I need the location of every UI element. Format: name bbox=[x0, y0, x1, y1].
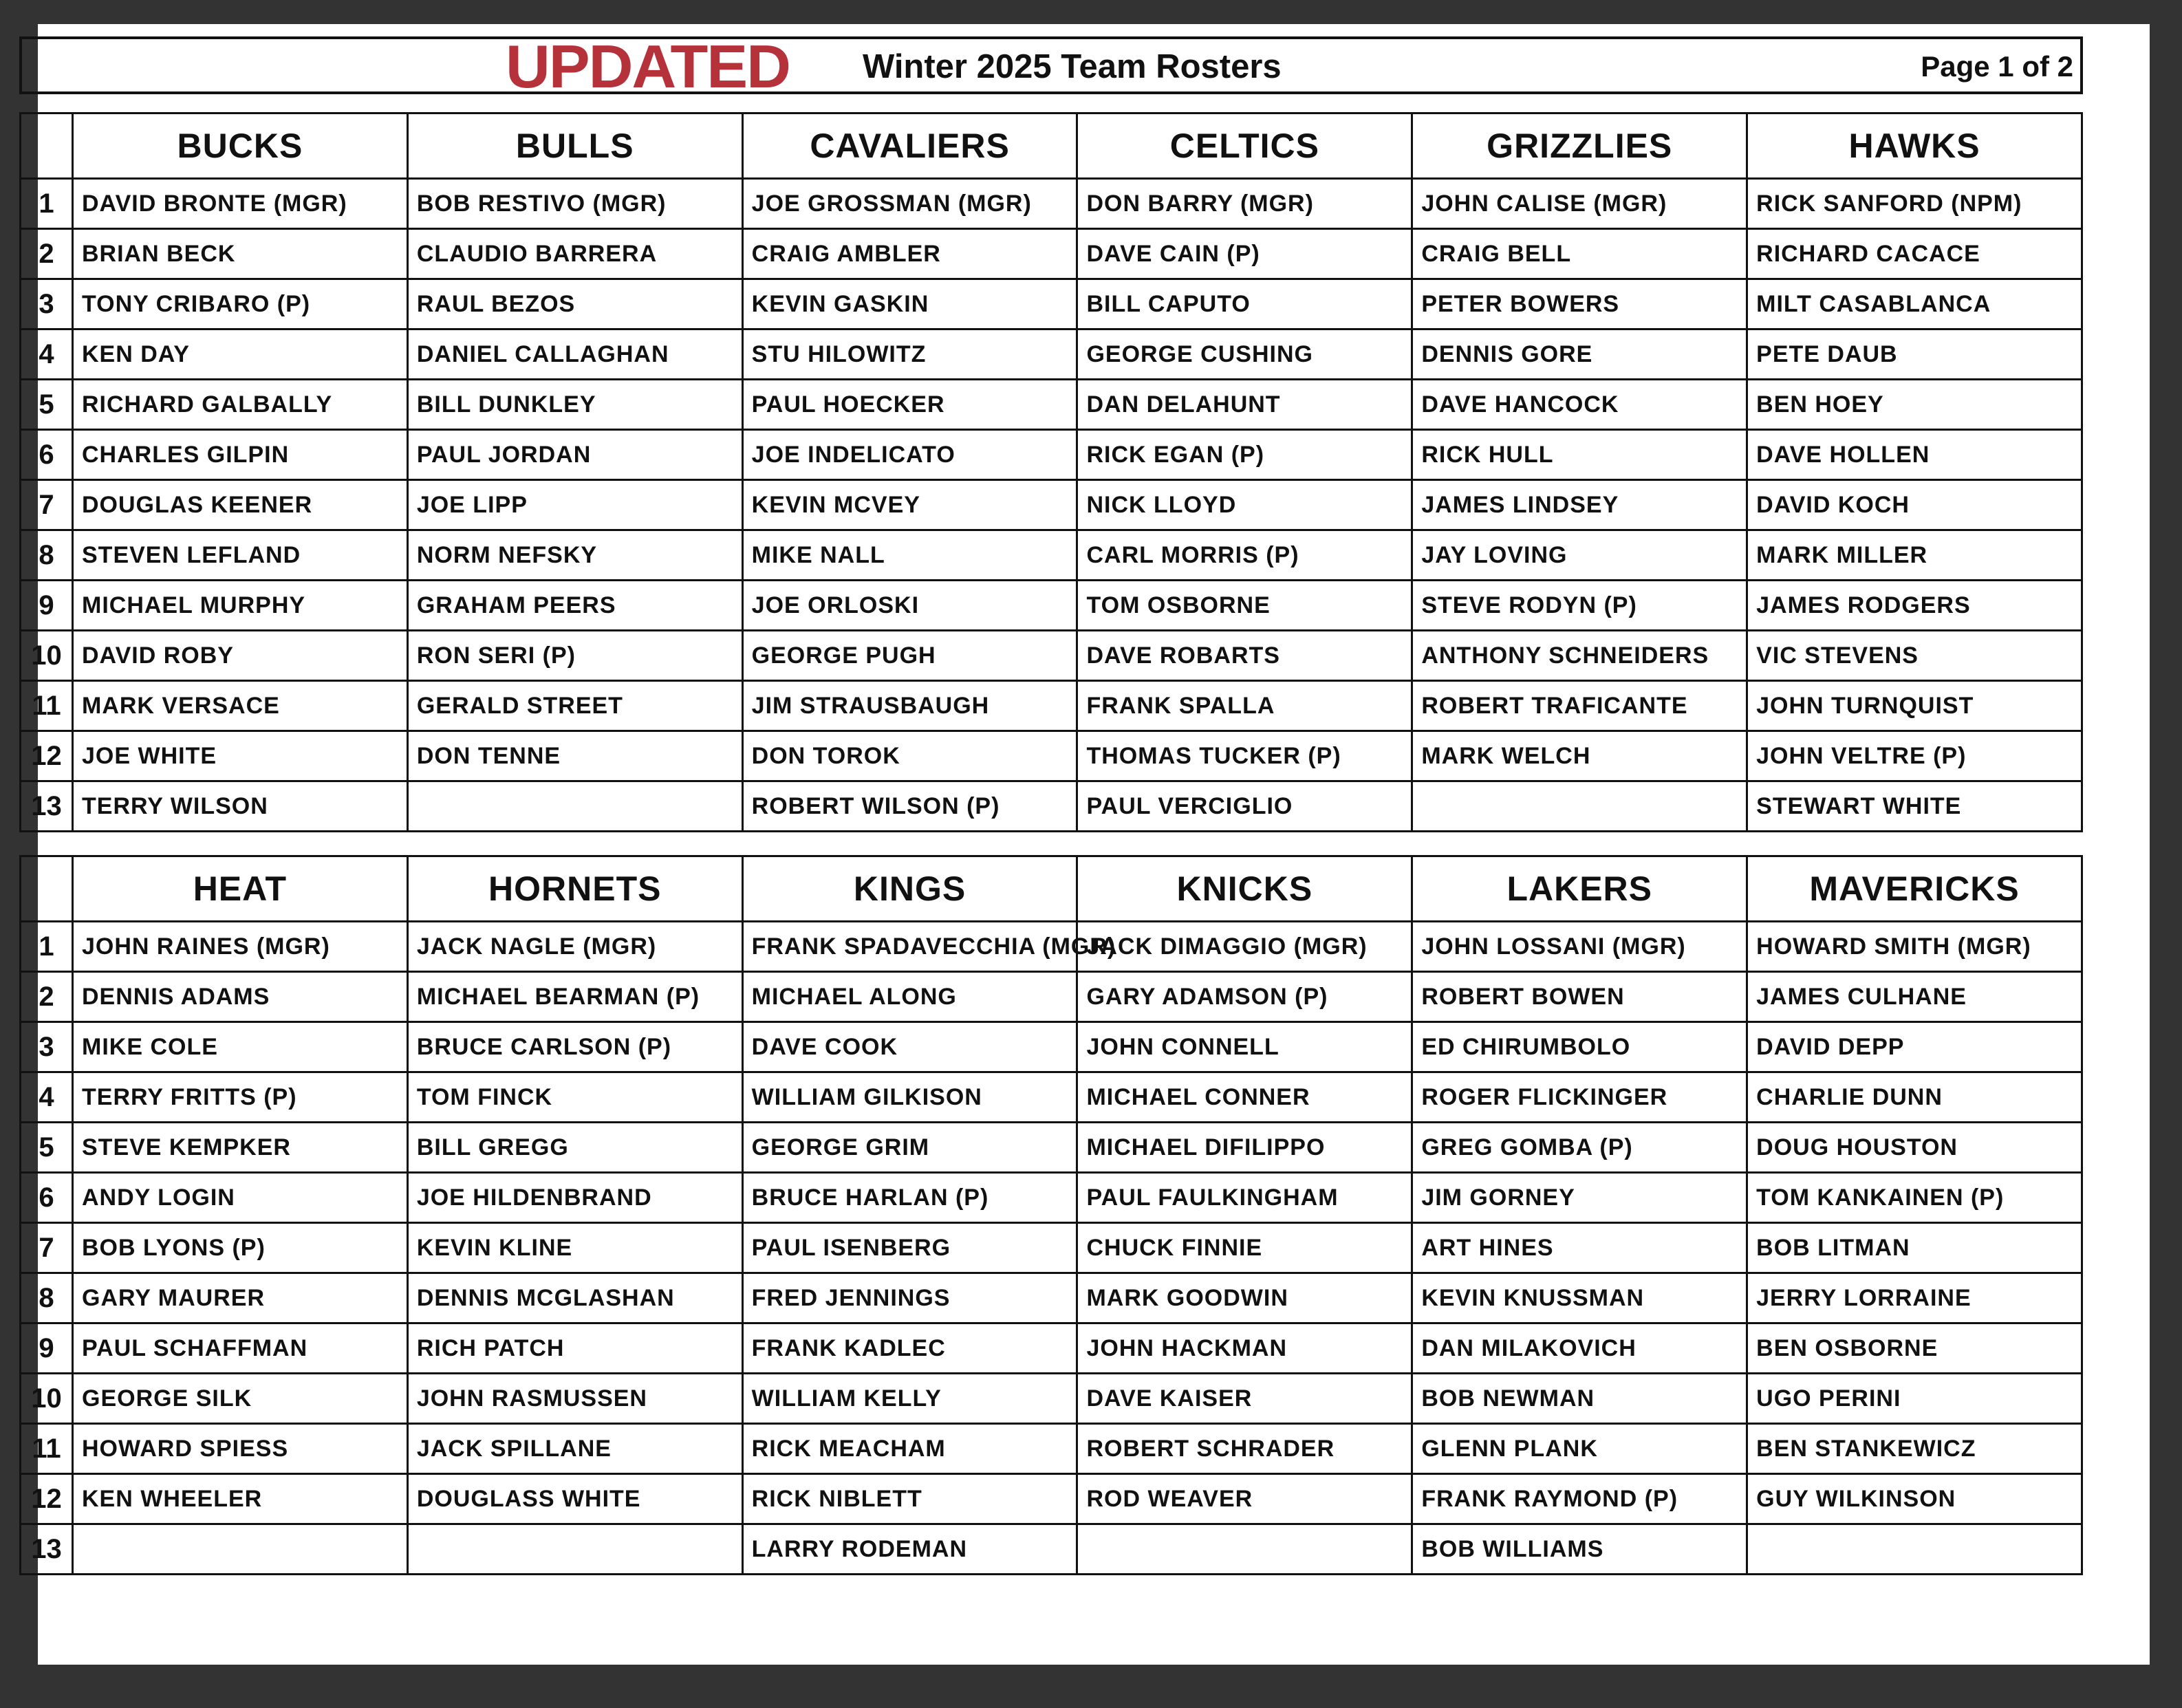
table-row bbox=[21, 480, 2082, 530]
player-cell: TERRY FRITTS (P) bbox=[73, 1072, 408, 1123]
player-cell: BILL DUNKLEY bbox=[407, 380, 742, 430]
row-number: 11 bbox=[21, 681, 73, 731]
player-cell: DON TOROK bbox=[742, 731, 1077, 781]
player-cell: TOM OSBORNE bbox=[1077, 581, 1412, 631]
team-header-row bbox=[21, 856, 2082, 922]
player-cell: DAVID KOCH bbox=[1747, 480, 2082, 530]
row-number: 13 bbox=[21, 781, 73, 832]
player-cell: ROGER FLICKINGER bbox=[1412, 1072, 1747, 1123]
player-cell: JACK NAGLE (MGR) bbox=[407, 922, 742, 972]
player-cell: PETER BOWERS bbox=[1412, 279, 1747, 329]
player-cell: STEVE KEMPKER bbox=[73, 1123, 408, 1173]
table-row bbox=[21, 781, 2082, 832]
player-cell: BOB WILLIAMS bbox=[1412, 1524, 1747, 1575]
row-number: 1 bbox=[21, 179, 73, 229]
table-row bbox=[21, 279, 2082, 329]
player-cell: DAVE KAISER bbox=[1077, 1374, 1412, 1424]
row-number: 5 bbox=[21, 380, 73, 430]
page-number: Page 1 of 2 bbox=[1921, 50, 2073, 83]
player-cell: FRED JENNINGS bbox=[742, 1273, 1077, 1323]
player-cell: JAMES CULHANE bbox=[1747, 972, 2082, 1022]
table-row bbox=[21, 1424, 2082, 1474]
player-cell: BEN STANKEWICZ bbox=[1747, 1424, 2082, 1474]
player-cell: DAVE HOLLEN bbox=[1747, 430, 2082, 480]
player-cell: GEORGE CUSHING bbox=[1077, 329, 1412, 380]
table-row bbox=[21, 972, 2082, 1022]
player-cell: GUY WILKINSON bbox=[1747, 1474, 2082, 1524]
player-cell: JOHN VELTRE (P) bbox=[1747, 731, 2082, 781]
player-cell: BILL GREGG bbox=[407, 1123, 742, 1173]
player-cell: STEVE RODYN (P) bbox=[1412, 581, 1747, 631]
player-cell: UGO PERINI bbox=[1747, 1374, 2082, 1424]
player-cell: MICHAEL BEARMAN (P) bbox=[407, 972, 742, 1022]
player-cell: PETE DAUB bbox=[1747, 329, 2082, 380]
table-row bbox=[21, 1273, 2082, 1323]
player-cell: ROBERT WILSON (P) bbox=[742, 781, 1077, 832]
player-cell: STU HILOWITZ bbox=[742, 329, 1077, 380]
player-cell bbox=[73, 1524, 408, 1575]
player-cell: KEN WHEELER bbox=[73, 1474, 408, 1524]
player-cell bbox=[407, 1524, 742, 1575]
player-cell: DANIEL CALLAGHAN bbox=[407, 329, 742, 380]
player-cell: JAMES LINDSEY bbox=[1412, 480, 1747, 530]
player-cell: RAUL BEZOS bbox=[407, 279, 742, 329]
player-cell: GREG GOMBA (P) bbox=[1412, 1123, 1747, 1173]
page-header bbox=[19, 32, 2083, 100]
table-row bbox=[21, 1022, 2082, 1072]
player-cell: TOM KANKAINEN (P) bbox=[1747, 1173, 2082, 1223]
player-cell: GRAHAM PEERS bbox=[407, 581, 742, 631]
player-cell: DAN DELAHUNT bbox=[1077, 380, 1412, 430]
player-cell: MICHAEL MURPHY bbox=[73, 581, 408, 631]
team-header-row bbox=[21, 113, 2082, 179]
player-cell: NICK LLOYD bbox=[1077, 480, 1412, 530]
table-row bbox=[21, 922, 2082, 972]
player-cell: RICK EGAN (P) bbox=[1077, 430, 1412, 480]
table-row bbox=[21, 430, 2082, 480]
player-cell: ROBERT SCHRADER bbox=[1077, 1424, 1412, 1474]
player-cell: KEN DAY bbox=[73, 329, 408, 380]
player-cell: DAVID BRONTE (MGR) bbox=[73, 179, 408, 229]
player-cell: BOB LITMAN bbox=[1747, 1223, 2082, 1273]
table-row bbox=[21, 1072, 2082, 1123]
player-cell: BOB LYONS (P) bbox=[73, 1223, 408, 1273]
player-cell: PAUL VERCIGLIO bbox=[1077, 781, 1412, 832]
player-cell: JOE ORLOSKI bbox=[742, 581, 1077, 631]
row-number-header bbox=[21, 113, 73, 179]
player-cell: PAUL JORDAN bbox=[407, 430, 742, 480]
player-cell: GARY MAURER bbox=[73, 1273, 408, 1323]
player-cell: DAVE COOK bbox=[742, 1022, 1077, 1072]
player-cell: WILLIAM GILKISON bbox=[742, 1072, 1077, 1123]
player-cell: JAMES RODGERS bbox=[1747, 581, 2082, 631]
player-cell: RICHARD GALBALLY bbox=[73, 380, 408, 430]
table-row bbox=[21, 1474, 2082, 1524]
player-cell: MICHAEL ALONG bbox=[742, 972, 1077, 1022]
player-cell: DAVE ROBARTS bbox=[1077, 631, 1412, 681]
roster-table-2 bbox=[19, 855, 2083, 1575]
player-cell: MILT CASABLANCA bbox=[1747, 279, 2082, 329]
player-cell: GEORGE SILK bbox=[73, 1374, 408, 1424]
row-number: 6 bbox=[21, 1173, 73, 1223]
player-cell: JOE WHITE bbox=[73, 731, 408, 781]
player-cell: MICHAEL DIFILIPPO bbox=[1077, 1123, 1412, 1173]
player-cell bbox=[1077, 1524, 1412, 1575]
player-cell: CHARLIE DUNN bbox=[1747, 1072, 2082, 1123]
row-number: 13 bbox=[21, 1524, 73, 1575]
player-cell: STEWART WHITE bbox=[1747, 781, 2082, 832]
team-name-kings: KINGS bbox=[742, 856, 1077, 922]
player-cell: BRUCE HARLAN (P) bbox=[742, 1173, 1077, 1223]
row-number: 4 bbox=[21, 329, 73, 380]
row-number: 9 bbox=[21, 1323, 73, 1374]
player-cell: JIM STRAUSBAUGH bbox=[742, 681, 1077, 731]
updated-label: UPDATED bbox=[506, 32, 790, 100]
player-cell: LARRY RODEMAN bbox=[742, 1524, 1077, 1575]
player-cell: NORM NEFSKY bbox=[407, 530, 742, 581]
player-cell: DAVID ROBY bbox=[73, 631, 408, 681]
player-cell: JACK SPILLANE bbox=[407, 1424, 742, 1474]
table-row bbox=[21, 1173, 2082, 1223]
table-row bbox=[21, 1524, 2082, 1575]
player-cell: CLAUDIO BARRERA bbox=[407, 229, 742, 279]
player-cell: TONY CRIBARO (P) bbox=[73, 279, 408, 329]
roster-table-1 bbox=[19, 112, 2083, 832]
table-row bbox=[21, 581, 2082, 631]
player-cell: CRAIG AMBLER bbox=[742, 229, 1077, 279]
player-cell: CRAIG BELL bbox=[1412, 229, 1747, 279]
player-cell: GEORGE PUGH bbox=[742, 631, 1077, 681]
player-cell bbox=[407, 781, 742, 832]
player-cell bbox=[1412, 781, 1747, 832]
row-number: 12 bbox=[21, 731, 73, 781]
row-number: 2 bbox=[21, 972, 73, 1022]
player-cell: RON SERI (P) bbox=[407, 631, 742, 681]
player-cell: MARK GOODWIN bbox=[1077, 1273, 1412, 1323]
player-cell: DAN MILAKOVICH bbox=[1412, 1323, 1747, 1374]
row-number: 3 bbox=[21, 1022, 73, 1072]
player-cell: RICK HULL bbox=[1412, 430, 1747, 480]
table-row bbox=[21, 1374, 2082, 1424]
player-cell: CHARLES GILPIN bbox=[73, 430, 408, 480]
row-number: 11 bbox=[21, 1424, 73, 1474]
row-number: 10 bbox=[21, 631, 73, 681]
table-row bbox=[21, 1323, 2082, 1374]
player-cell: KEVIN KLINE bbox=[407, 1223, 742, 1273]
table-row bbox=[21, 179, 2082, 229]
table-row bbox=[21, 631, 2082, 681]
team-name-cavaliers: CAVALIERS bbox=[742, 113, 1077, 179]
player-cell: RICHARD CACACE bbox=[1747, 229, 2082, 279]
player-cell: MIKE NALL bbox=[742, 530, 1077, 581]
row-number: 12 bbox=[21, 1474, 73, 1524]
team-name-bulls: BULLS bbox=[407, 113, 742, 179]
player-cell: JOHN HACKMAN bbox=[1077, 1323, 1412, 1374]
row-number: 2 bbox=[21, 229, 73, 279]
table-row bbox=[21, 530, 2082, 581]
player-cell: DOUG HOUSTON bbox=[1747, 1123, 2082, 1173]
team-name-bucks: BUCKS bbox=[73, 113, 408, 179]
player-cell: TOM FINCK bbox=[407, 1072, 742, 1123]
player-cell: DON TENNE bbox=[407, 731, 742, 781]
row-number: 8 bbox=[21, 530, 73, 581]
player-cell: GARY ADAMSON (P) bbox=[1077, 972, 1412, 1022]
player-cell: MARK VERSACE bbox=[73, 681, 408, 731]
player-cell: JOHN LOSSANI (MGR) bbox=[1412, 922, 1747, 972]
row-number: 1 bbox=[21, 922, 73, 972]
player-cell: DOUGLASS WHITE bbox=[407, 1474, 742, 1524]
player-cell: MARK MILLER bbox=[1747, 530, 2082, 581]
player-cell: RICH PATCH bbox=[407, 1323, 742, 1374]
player-cell: PAUL ISENBERG bbox=[742, 1223, 1077, 1273]
player-cell: RICK MEACHAM bbox=[742, 1424, 1077, 1474]
player-cell: DON BARRY (MGR) bbox=[1077, 179, 1412, 229]
player-cell: VIC STEVENS bbox=[1747, 631, 2082, 681]
player-cell: JERRY LORRAINE bbox=[1747, 1273, 2082, 1323]
team-name-heat: HEAT bbox=[73, 856, 408, 922]
page-title: Winter 2025 Team Rosters bbox=[863, 48, 1282, 85]
row-number: 8 bbox=[21, 1273, 73, 1323]
row-number: 5 bbox=[21, 1123, 73, 1173]
player-cell: CARL MORRIS (P) bbox=[1077, 530, 1412, 581]
player-cell: HOWARD SPIESS bbox=[73, 1424, 408, 1474]
table-row bbox=[21, 731, 2082, 781]
player-cell: DENNIS GORE bbox=[1412, 329, 1747, 380]
player-cell: BRIAN BECK bbox=[73, 229, 408, 279]
player-cell: BEN OSBORNE bbox=[1747, 1323, 2082, 1374]
row-number: 7 bbox=[21, 480, 73, 530]
team-name-lakers: LAKERS bbox=[1412, 856, 1747, 922]
player-cell: JOHN TURNQUIST bbox=[1747, 681, 2082, 731]
player-cell: FRANK SPALLA bbox=[1077, 681, 1412, 731]
player-cell bbox=[1747, 1524, 2082, 1575]
player-cell: GLENN PLANK bbox=[1412, 1424, 1747, 1474]
player-cell: BRUCE CARLSON (P) bbox=[407, 1022, 742, 1072]
team-name-hawks: HAWKS bbox=[1747, 113, 2082, 179]
team-name-grizzlies: GRIZZLIES bbox=[1412, 113, 1747, 179]
player-cell: PAUL SCHAFFMAN bbox=[73, 1323, 408, 1374]
player-cell: DOUGLAS KEENER bbox=[73, 480, 408, 530]
player-cell: FRANK SPADAVECCHIA (MGR) bbox=[742, 922, 1077, 972]
player-cell: JOHN CALISE (MGR) bbox=[1412, 179, 1747, 229]
team-name-knicks: KNICKS bbox=[1077, 856, 1412, 922]
player-cell: MICHAEL CONNER bbox=[1077, 1072, 1412, 1123]
player-cell: JOE HILDENBRAND bbox=[407, 1173, 742, 1223]
table-row bbox=[21, 380, 2082, 430]
table-row bbox=[21, 229, 2082, 279]
player-cell: JIM GORNEY bbox=[1412, 1173, 1747, 1223]
player-cell: DENNIS ADAMS bbox=[73, 972, 408, 1022]
row-number: 9 bbox=[21, 581, 73, 631]
player-cell: ROD WEAVER bbox=[1077, 1474, 1412, 1524]
player-cell: FRANK RAYMOND (P) bbox=[1412, 1474, 1747, 1524]
table-row bbox=[21, 681, 2082, 731]
player-cell: MIKE COLE bbox=[73, 1022, 408, 1072]
player-cell: PAUL HOECKER bbox=[742, 380, 1077, 430]
player-cell: BILL CAPUTO bbox=[1077, 279, 1412, 329]
player-cell: FRANK KADLEC bbox=[742, 1323, 1077, 1374]
table-row bbox=[21, 329, 2082, 380]
player-cell: JOE LIPP bbox=[407, 480, 742, 530]
player-cell: ANDY LOGIN bbox=[73, 1173, 408, 1223]
row-number: 10 bbox=[21, 1374, 73, 1424]
player-cell: DAVID DEPP bbox=[1747, 1022, 2082, 1072]
player-cell: KEVIN KNUSSMAN bbox=[1412, 1273, 1747, 1323]
player-cell: DENNIS MCGLASHAN bbox=[407, 1273, 742, 1323]
row-number: 7 bbox=[21, 1223, 73, 1273]
player-cell: GERALD STREET bbox=[407, 681, 742, 731]
table-row bbox=[21, 1123, 2082, 1173]
team-name-celtics: CELTICS bbox=[1077, 113, 1412, 179]
player-cell: JACK DIMAGGIO (MGR) bbox=[1077, 922, 1412, 972]
team-name-mavericks: MAVERICKS bbox=[1747, 856, 2082, 922]
player-cell: JOHN CONNELL bbox=[1077, 1022, 1412, 1072]
player-cell: RICK SANFORD (NPM) bbox=[1747, 179, 2082, 229]
player-cell: ED CHIRUMBOLO bbox=[1412, 1022, 1747, 1072]
row-number: 4 bbox=[21, 1072, 73, 1123]
player-cell: BOB NEWMAN bbox=[1412, 1374, 1747, 1424]
player-cell: DAVE HANCOCK bbox=[1412, 380, 1747, 430]
player-cell: GEORGE GRIM bbox=[742, 1123, 1077, 1173]
table-row bbox=[21, 1223, 2082, 1273]
player-cell: JOE GROSSMAN (MGR) bbox=[742, 179, 1077, 229]
player-cell: JOE INDELICATO bbox=[742, 430, 1077, 480]
player-cell: ANTHONY SCHNEIDERS bbox=[1412, 631, 1747, 681]
player-cell: TERRY WILSON bbox=[73, 781, 408, 832]
player-cell: JOHN RASMUSSEN bbox=[407, 1374, 742, 1424]
player-cell: ROBERT TRAFICANTE bbox=[1412, 681, 1747, 731]
row-number-header bbox=[21, 856, 73, 922]
player-cell: CHUCK FINNIE bbox=[1077, 1223, 1412, 1273]
player-cell: KEVIN MCVEY bbox=[742, 480, 1077, 530]
player-cell: BOB RESTIVO (MGR) bbox=[407, 179, 742, 229]
player-cell: THOMAS TUCKER (P) bbox=[1077, 731, 1412, 781]
player-cell: DAVE CAIN (P) bbox=[1077, 229, 1412, 279]
player-cell: JAY LOVING bbox=[1412, 530, 1747, 581]
row-number: 6 bbox=[21, 430, 73, 480]
row-number: 3 bbox=[21, 279, 73, 329]
player-cell: MARK WELCH bbox=[1412, 731, 1747, 781]
player-cell: BEN HOEY bbox=[1747, 380, 2082, 430]
player-cell: ROBERT BOWEN bbox=[1412, 972, 1747, 1022]
player-cell: WILLIAM KELLY bbox=[742, 1374, 1077, 1424]
player-cell: JOHN RAINES (MGR) bbox=[73, 922, 408, 972]
team-name-hornets: HORNETS bbox=[407, 856, 742, 922]
player-cell: STEVEN LEFLAND bbox=[73, 530, 408, 581]
player-cell: PAUL FAULKINGHAM bbox=[1077, 1173, 1412, 1223]
player-cell: KEVIN GASKIN bbox=[742, 279, 1077, 329]
player-cell: HOWARD SMITH (MGR) bbox=[1747, 922, 2082, 972]
player-cell: ART HINES bbox=[1412, 1223, 1747, 1273]
player-cell: RICK NIBLETT bbox=[742, 1474, 1077, 1524]
